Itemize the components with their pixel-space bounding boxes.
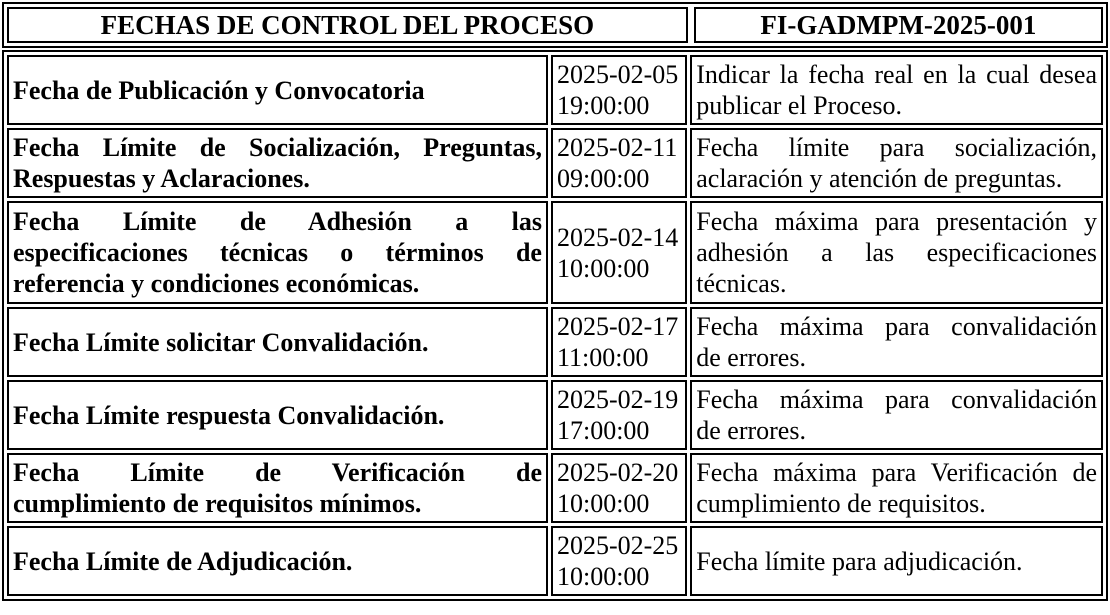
row-date: 2025-02-05 xyxy=(556,60,679,89)
label-line: Fecha Límite de Adjudicación. xyxy=(13,546,353,576)
desc-line: de errores. xyxy=(696,416,806,445)
row-time: 09:00:00 xyxy=(556,164,650,193)
table-row xyxy=(7,55,1103,125)
label-line: Fecha Límite de Adhesión a las xyxy=(13,207,542,236)
desc-line: adhesión a las especificaciones xyxy=(696,238,1097,267)
row-date: 2025-02-14 xyxy=(556,222,679,252)
desc-line: Fecha máxima para convalidación xyxy=(696,385,1097,414)
table-row xyxy=(7,380,1103,450)
row-label xyxy=(7,526,548,596)
row-date: 2025-02-11 xyxy=(556,133,678,162)
desc-line: Fecha límite para adjudicación. xyxy=(696,546,1023,576)
row-description xyxy=(690,380,1103,450)
row-datetime xyxy=(551,128,687,198)
row-description xyxy=(690,526,1103,596)
header-table xyxy=(2,2,1108,48)
desc-line: publicar el Proceso. xyxy=(696,91,902,120)
row-description xyxy=(690,128,1103,198)
row-label xyxy=(7,380,548,450)
row-datetime xyxy=(551,201,687,304)
row-time: 17:00:00 xyxy=(556,416,650,445)
row-label xyxy=(7,307,548,377)
desc-line: Fecha máxima para convalidación xyxy=(696,312,1097,341)
row-time: 10:00:00 xyxy=(556,253,650,283)
row-description xyxy=(690,307,1103,377)
row-date: 2025-02-25 xyxy=(556,531,679,560)
row-date: 2025-02-20 xyxy=(556,458,679,487)
table-row xyxy=(7,201,1103,304)
control-dates-table xyxy=(2,50,1108,601)
label-line: Fecha de Publicación y Convocatoria xyxy=(13,75,425,105)
row-datetime xyxy=(551,526,687,596)
table-row xyxy=(7,526,1103,596)
label-line: Fecha Límite de Verificación de xyxy=(13,458,542,487)
row-description xyxy=(690,55,1103,125)
row-date: 2025-02-17 xyxy=(556,312,679,341)
row-date: 2025-02-19 xyxy=(556,385,679,414)
row-datetime xyxy=(551,55,687,125)
table-row xyxy=(7,453,1103,523)
row-time: 11:00:00 xyxy=(556,343,649,372)
row-label xyxy=(7,453,548,523)
label-line: Respuestas y Aclaraciones. xyxy=(13,164,310,193)
desc-line: Indicar la fecha real en la cual desea xyxy=(696,60,1097,89)
row-label xyxy=(7,201,548,304)
row-datetime xyxy=(551,453,687,523)
row-datetime xyxy=(551,307,687,377)
desc-line: Fecha límite para socialización, xyxy=(696,133,1097,162)
row-description xyxy=(690,201,1103,304)
desc-line: Fecha máxima para Verificación de xyxy=(696,458,1097,487)
desc-line: de errores. xyxy=(696,343,806,372)
label-line: Fecha Límite respuesta Convalidación. xyxy=(13,400,445,430)
label-line: Fecha Límite de Socialización, Preguntas, xyxy=(13,133,542,162)
table-row xyxy=(7,128,1103,198)
desc-line: cumplimiento de requisitos. xyxy=(696,489,986,518)
header-code: FI-GADMPM-2025-001 xyxy=(694,7,1103,43)
label-line: Fecha Límite solicitar Convalidación. xyxy=(13,327,429,357)
row-datetime xyxy=(551,380,687,450)
label-line: cumplimiento de requisitos mínimos. xyxy=(13,489,422,518)
row-description xyxy=(690,453,1103,523)
row-time: 19:00:00 xyxy=(556,91,650,120)
desc-line: Fecha máxima para presentación y xyxy=(696,207,1097,236)
desc-line: técnicas. xyxy=(696,269,787,298)
row-label xyxy=(7,55,548,125)
label-line: referencia y condiciones económicas. xyxy=(13,269,420,298)
row-time: 10:00:00 xyxy=(556,489,650,518)
desc-line: aclaración y atención de preguntas. xyxy=(696,164,1063,193)
label-line: especificaciones técnicas o términos de xyxy=(13,238,542,267)
row-label xyxy=(7,128,548,198)
table-row xyxy=(7,307,1103,377)
header-title: FECHAS DE CONTROL DEL PROCESO xyxy=(7,7,688,43)
row-time: 10:00:00 xyxy=(556,562,650,591)
